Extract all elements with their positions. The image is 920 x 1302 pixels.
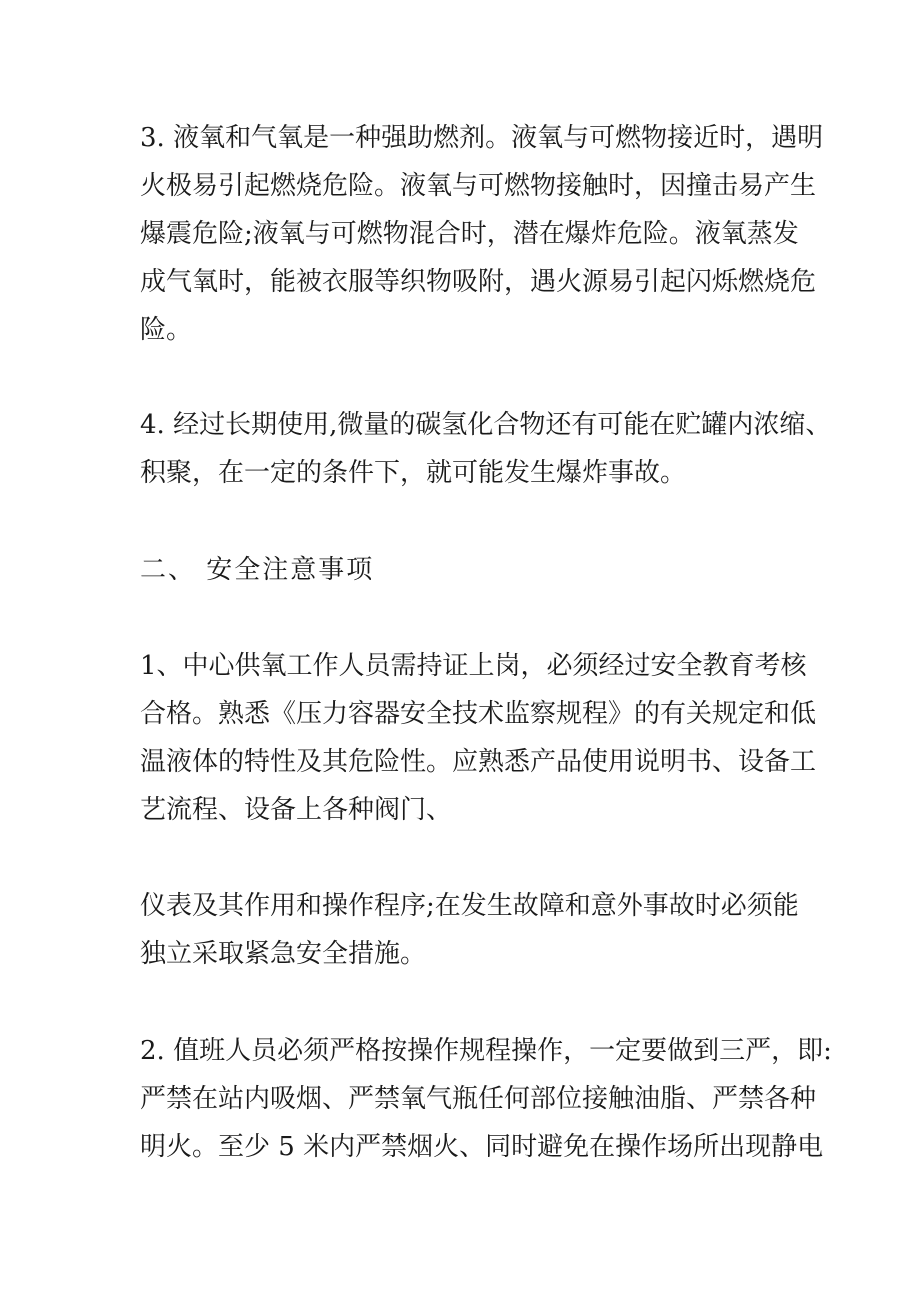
text-line: 4. 经过长期使用,微量的碳氢化合物还有可能在贮罐内浓缩、 (140, 410, 832, 440)
text-line: 险。 (140, 315, 193, 345)
text-line: 艺流程、设备上各种阀门、 (140, 795, 453, 825)
text-line: 火极易引起燃烧危险。液氧与可燃物接触时，因撞击易产生 (140, 171, 817, 201)
text-line: 严禁在站内吸烟、严禁氧气瓶任何部位接触油脂、严禁各种 (140, 1084, 817, 1114)
text-line: 爆震危险;液氧与可燃物混合时，潜在爆炸危险。液氧蒸发 (140, 219, 799, 249)
text-line: 仪表及其作用和操作程序;在发生故障和意外事故时必须能 (140, 891, 799, 921)
text-line: 独立采取紧急安全措施。 (140, 939, 427, 969)
text-line: 成气氧时，能被衣服等织物吸附，遇火源易引起闪烁燃烧危 (140, 267, 817, 297)
text-line: 3. 液氧和气氧是一种强助燃剂。液氧与可燃物接近时，遇明 (140, 123, 824, 153)
text-line: 积聚，在一定的条件下，就可能发生爆炸事故。 (140, 458, 687, 488)
text-line: 1、中心供氧工作人员需持证上岗，必须经过安全教育考核 (140, 651, 807, 681)
text-line: 2. 值班人员必须严格按操作规程操作，一定要做到三严，即: (140, 1036, 832, 1066)
text-line: 合格。熟悉《压力容器安全技术监察规程》的有关规定和低 (140, 699, 817, 729)
text-line: 温液体的特性及其危险性。应熟悉产品使用说明书、设备工 (140, 747, 817, 777)
section-heading-text: 二、 安全注意事项 (140, 555, 375, 585)
text-line: 明火。至少 5 米内严禁烟火、同时避免在操作场所出现静电 (140, 1132, 824, 1162)
